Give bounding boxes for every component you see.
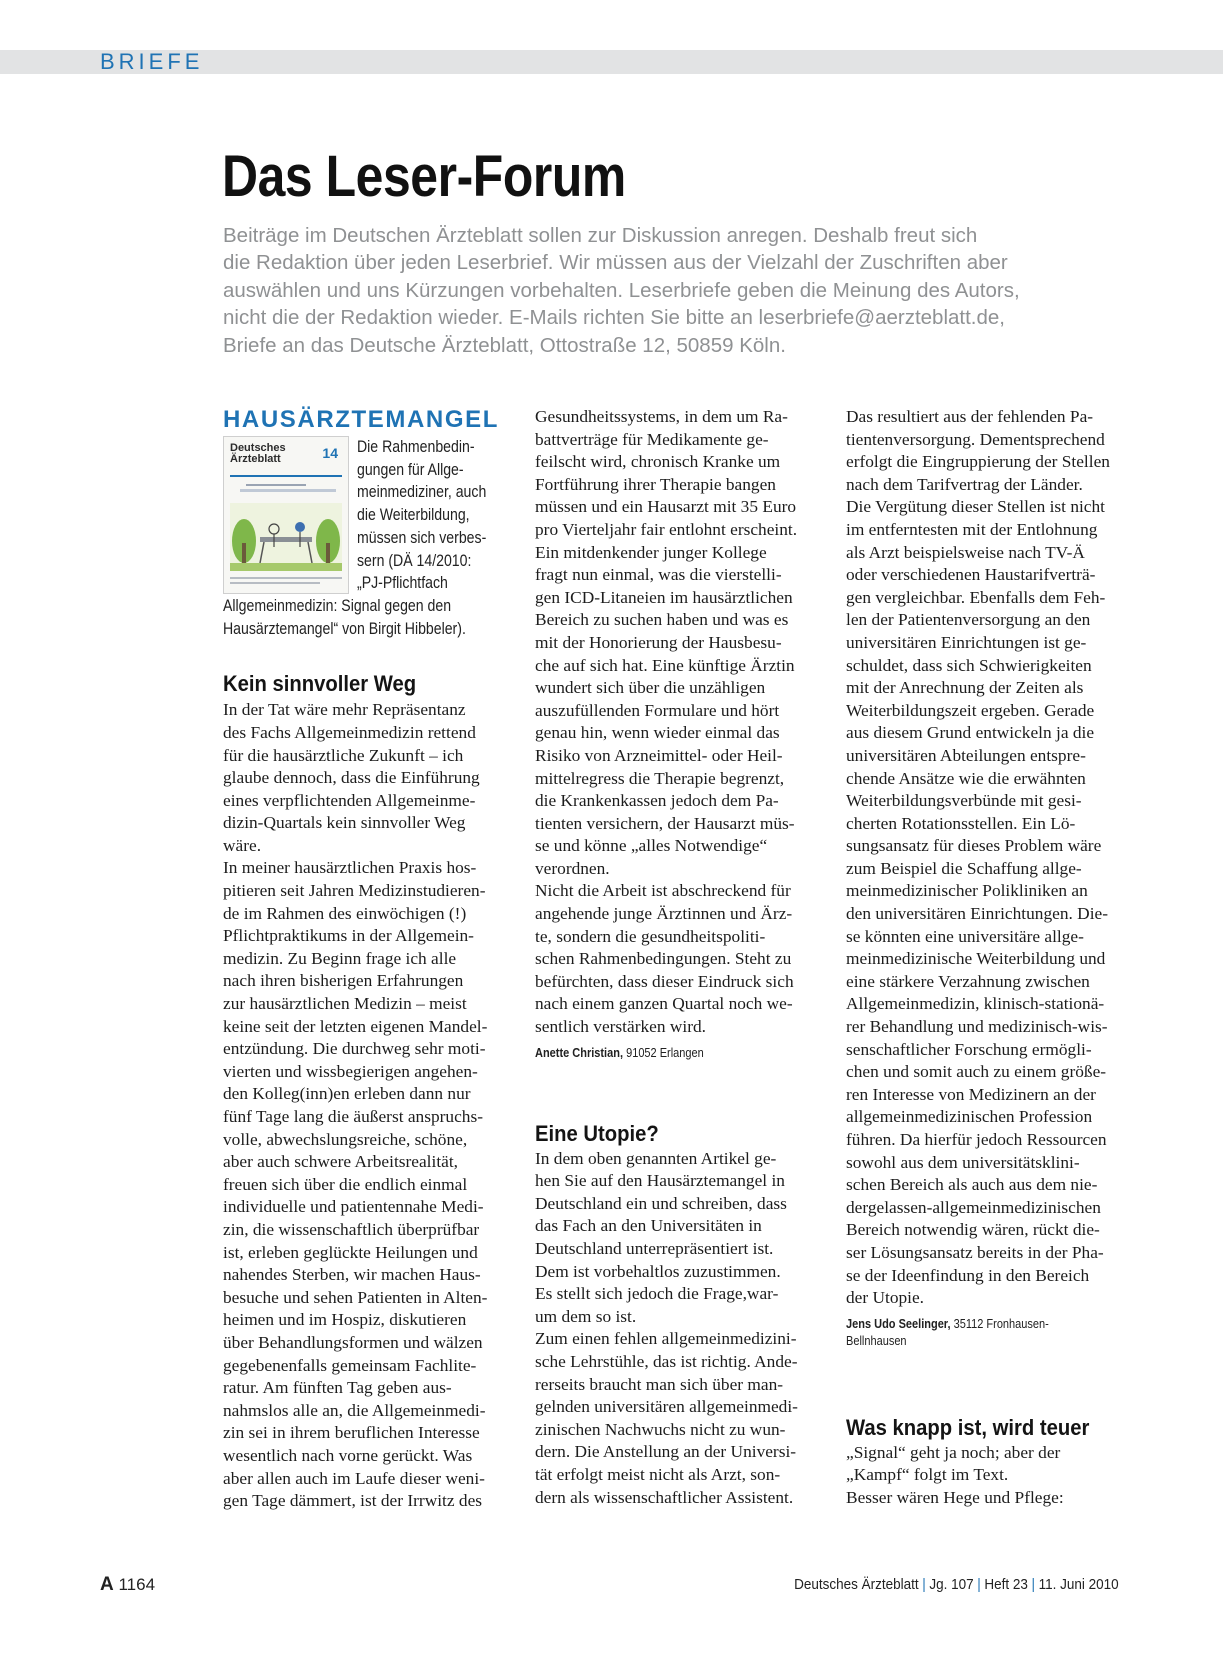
text-line: Allgemeinmedizin, klinisch-stationä- — [846, 994, 1105, 1014]
text-line: vierten und wissbegierigen angehen- — [223, 1061, 478, 1081]
text-line: Pflichtpraktikums in der Allgemein- — [223, 926, 474, 946]
cover-footer-lines — [230, 575, 342, 587]
text-line: zinischen Nachwuchs nicht zu wun- — [535, 1419, 786, 1439]
text-line: gelnden universitären allgemeinmedi- — [535, 1397, 798, 1417]
text-line: gegebenenfalls gemeinsam Fachlite- — [223, 1355, 477, 1375]
text-line: Weiterbildungsverbünde mit gesi- — [846, 791, 1082, 811]
letter-1-body — [223, 699, 513, 1512]
text-line: allgemeinmedizinischen Profession — [846, 1107, 1093, 1127]
text-line: um dem so ist. — [535, 1306, 637, 1326]
letter-2-place-continued: Bellnhausen — [846, 1333, 907, 1348]
text-line: fragt nun einmal, was die vierstelli- — [535, 565, 782, 585]
text-line: nach dem Tarifvertrag der Länder. — [846, 474, 1083, 494]
text-line: den universitären Einrichtungen. Die- — [846, 904, 1108, 924]
text-line: nahendes Sterben, wir machen Haus- — [223, 1265, 481, 1285]
text-line: Besser wären Hege und Pflege: — [846, 1487, 1064, 1507]
journal-date: 11. Juni 2010 — [1038, 1576, 1119, 1593]
text-line: heimen und im Hospiz, diskutieren — [223, 1310, 467, 1330]
cover-masthead — [230, 443, 286, 465]
text-line: schen Rahmenbedingungen. Steht zu — [535, 949, 792, 969]
forum-intro — [223, 222, 1123, 359]
column-3 — [846, 406, 1136, 1510]
column-2 — [535, 406, 820, 1509]
text-line: nach einem ganzen Quartal noch we- — [535, 994, 793, 1014]
text-line: zum Beispiel die Schaffung allge- — [846, 858, 1082, 878]
text-line: wundert sich über die unzähligen — [535, 678, 766, 698]
text-line: Deutschland unterrepräsentiert ist. — [535, 1239, 774, 1258]
cover-masthead-line: Ärzteblatt — [230, 453, 281, 465]
text-line: Nicht die Arbeit ist abschreckend für — [535, 881, 791, 901]
text-line: nach ihren bisherigen Erfahrungen — [223, 971, 464, 991]
text-line: freuen sich über die endlich einmal — [223, 1174, 468, 1194]
letter-2-body — [535, 1148, 820, 1510]
text-line: Deutschland ein und schreiben, dass — [535, 1193, 787, 1213]
text-line: wesentlich nach vorne gerückt. Was — [223, 1445, 473, 1465]
text-line: tienten versichern, der Hausarzt müs- — [535, 813, 795, 833]
text-line: schuldet, dass sich Schwierigkeiten — [846, 655, 1092, 675]
text-line: te, sondern die gesundheitspoliti- — [535, 926, 766, 946]
text-line: glaube dennoch, dass die Einführung — [223, 768, 480, 788]
letter-2-headline: Eine Utopie? — [535, 1120, 659, 1146]
cover-subtitle-lines — [240, 483, 336, 497]
text-line: über Behandlungsformen und wälzen — [223, 1332, 483, 1352]
text-line: zin sei in ihrem beruflichen Interesse — [223, 1423, 480, 1443]
text-line: chen und somit auch zu einem größe- — [846, 1062, 1107, 1082]
text-line: Gesundheitssystems, in dem um Ra- — [535, 407, 788, 426]
text-line: Bereich notwendig wären, rückt die- — [846, 1220, 1100, 1240]
teaser-line: „PJ-Pflichtfach — [357, 574, 448, 593]
text-line: als Arzt beispielsweise nach TV-Ä — [846, 542, 1085, 562]
text-line: gen vergleichbar. Ebenfalls dem Feh- — [846, 587, 1106, 607]
text-line: die Krankenkassen jedoch dem Pa- — [535, 791, 779, 811]
text-line: ist, erleben geglückte Heilungen und — [223, 1242, 478, 1262]
text-line: das Fach an den Universitäten in — [535, 1216, 762, 1236]
text-line: zur hausärztlichen Medizin – meist — [223, 994, 467, 1014]
text-line: Zum einen fehlen allgemeinmedizini- — [535, 1329, 797, 1349]
text-line: medizin. Zu Beginn frage ich alle — [223, 948, 457, 968]
teaser-line: meinmediziner, auch — [357, 483, 487, 502]
letter-1-headline: Kein sinnvoller Weg — [223, 671, 417, 697]
text-line: mittelregress die Therapie begrenzt, — [535, 768, 785, 788]
text-line: schen Bereich als auch aus dem nie- — [846, 1175, 1098, 1195]
journal-name: Deutsches Ärzteblatt — [794, 1576, 919, 1593]
text-line: Dem ist vorbehaltlos zuzustimmen. — [535, 1261, 781, 1281]
intro-line: Briefe an das Deutsche Ärzteblatt, Ottostraße 12, 50859 Köln. — [223, 333, 786, 357]
text-line: gen Tage dämmert, ist der Irrwitz des — [223, 1491, 483, 1511]
text-line: In meiner hausärztlichen Praxis hos- — [223, 858, 477, 878]
letter-1-author: Anette Christian, — [535, 1045, 624, 1060]
text-line: dizin-Quartals kein sinnvoller Weg — [223, 813, 466, 833]
teaser-line: müssen sich verbes- — [357, 528, 487, 547]
letter-2-body-continued — [846, 406, 1136, 1310]
text-line: universitären Einrichtungen ist ge- — [846, 632, 1087, 652]
text-line: wäre. — [223, 835, 262, 855]
text-line: mit der Anrechnung der Zeiten als — [846, 678, 1084, 698]
text-line: müssen und ein Hausarzt mit 35 Euro — [535, 497, 797, 517]
letter-3-headline: Was knapp ist, wird teuer — [846, 1414, 1090, 1440]
letter-2-place: 35112 Fronhausen- — [953, 1316, 1049, 1331]
journal-volume: Jg. 107 — [929, 1576, 974, 1593]
letter-2-signature — [846, 1316, 1101, 1350]
text-line: sche Lehrstühle, das ist richtig. Ande- — [535, 1351, 798, 1371]
page-prefix: A — [100, 1574, 114, 1595]
text-line: dern. Die Anstellung an der Universi- — [535, 1442, 797, 1462]
text-line: universitären Abteilungen entspre- — [846, 745, 1086, 765]
text-line: aber allen auch im Laufe dieser weni- — [223, 1468, 485, 1488]
teaser-line: Hausärztemangel“ von Birgit Hibbeler). — [223, 619, 466, 638]
text-line: sentlich verstärken wird. — [535, 1017, 706, 1037]
text-line: chende Ansätze wie die erwähnten — [846, 768, 1086, 788]
text-line: dergelassen-allgemeinmedizinischen — [846, 1197, 1101, 1217]
text-line: ren Interesse von Medizinern an der — [846, 1084, 1096, 1104]
text-line: volle, abwechslungsreiche, schöne, — [223, 1129, 468, 1149]
text-line: für die hausärztliche Zukunft – ich — [223, 745, 464, 765]
text-line: cherten Rotationsstellen. Ein Lö- — [846, 813, 1076, 833]
text-line: aber auch schwere Arbeitsrealität, — [223, 1152, 458, 1172]
text-line: eine stärkere Verzahnung zwischen — [846, 971, 1090, 991]
text-line: feilscht wird, chronisch Kranke um — [535, 452, 781, 472]
journal-footer: Deutsches Ärzteblatt | Jg. 107 | Heft 23 | 11. Juni 2010 — [794, 1576, 1119, 1593]
text-line: hen Sie auf den Hausärztemangel in — [535, 1171, 785, 1191]
text-line: der Utopie. — [846, 1288, 925, 1308]
letter-2-author: Jens Udo Seelinger, — [846, 1316, 951, 1331]
teaser-line: Allgemeinmedizin: Signal gegen den — [223, 596, 452, 615]
text-line: In der Tat wäre mehr Repräsentanz — [223, 700, 466, 720]
text-line: Bereich zu suchen haben und was es — [535, 610, 789, 630]
text-line: genau hin, wenn wieder einmal das — [535, 723, 780, 743]
cover-illustration — [230, 503, 342, 571]
text-line: tät erfolgt meist nicht als Arzt, son- — [535, 1464, 781, 1484]
text-line: aus diesem Grund entwickeln ja die — [846, 723, 1095, 743]
teaser-line: sern (DÄ 14/2010: — [357, 551, 472, 570]
text-line: Das resultiert aus der fehlenden Pa- — [846, 407, 1094, 426]
text-line: angehende junge Ärztinnen und Ärz- — [535, 904, 793, 924]
text-line: den Kolleg(inn)en erleben dann nur — [223, 1084, 471, 1104]
text-line: tientenversorgung. Dementsprechend — [846, 429, 1105, 449]
text-line: ratur. Am fünften Tag geben aus- — [223, 1378, 452, 1398]
cover-rule — [230, 475, 342, 477]
text-line: se könnten eine universitäre allge- — [846, 926, 1084, 946]
text-line: pitieren seit Jahren Medizinstudieren- — [223, 881, 486, 901]
text-line: erfolgt die Eingruppierung der Stellen — [846, 452, 1110, 472]
text-line: In dem oben genannten Artikel ge- — [535, 1148, 777, 1168]
text-line: ser Lösungsansatz bereits in der Pha- — [846, 1242, 1104, 1262]
intro-line: die Redaktion über jeden Leserbrief. Wir müssen aus der Vielzahl der Zuschriften aber — [223, 251, 1008, 275]
text-line: de im Rahmen des einwöchigen (!) — [223, 903, 467, 923]
teaser-line: gungen für Allge- — [357, 460, 464, 479]
text-line: im entferntesten mit der Entlohnung — [846, 519, 1098, 539]
letter-1-signature — [535, 1045, 786, 1062]
text-line: besuche und sehen Patienten in Alten- — [223, 1287, 488, 1307]
teaser-line: Die Rahmenbedin- — [357, 438, 475, 456]
text-line: Risiko von Arzneimittel- oder Heil- — [535, 745, 783, 765]
text-line: „Signal“ geht ja noch; aber der — [846, 1442, 1061, 1462]
section-label: BRIEFE — [100, 49, 204, 74]
text-line: Fortführung ihrer Therapie bangen — [535, 474, 776, 494]
text-line: meinmedizinische Weiterbildung und — [846, 949, 1106, 969]
text-line: Die Vergütung dieser Stellen ist nicht — [846, 497, 1105, 517]
text-line: oder verschiedenen Haustarifverträ- — [846, 565, 1096, 585]
text-line: sungsansatz für dieses Problem wäre — [846, 836, 1102, 856]
text-line: keine seit der letzten eigenen Mandel- — [223, 1016, 488, 1036]
text-line: gen ICD-Litaneien im hausärztlichen — [535, 587, 793, 607]
text-line: Weiterbildungszeit ergeben. Gerade — [846, 700, 1095, 720]
page-number — [100, 1574, 155, 1596]
text-line: mit der Honorierung der Hausbesu- — [535, 632, 782, 652]
topic-heading: HAUSÄRZTEMANGEL — [223, 406, 499, 433]
text-line: dern als wissenschaftlicher Assistent. — [535, 1487, 794, 1507]
text-line: führen. Da hierfür jedoch Ressourcen — [846, 1130, 1107, 1149]
text-line: Es stellt sich jedoch die Frage,war- — [535, 1284, 779, 1304]
text-line: meinmedizinischer Polikliniken an — [846, 881, 1088, 901]
text-line: rer Behandlung und medizinisch-wis- — [846, 1017, 1108, 1037]
column-1 — [223, 405, 513, 1513]
cover-masthead-line: Deutsches — [230, 442, 286, 454]
text-line: entzündung. Die durchweg sehr moti- — [223, 1039, 486, 1059]
text-line: sowohl aus dem universitätsklini- — [846, 1152, 1080, 1172]
journal-issue: Heft 23 — [984, 1576, 1029, 1593]
intro-line: nicht die der Redaktion wieder. E-Mails richten Sie bitte an leserbriefe@aerzteblatt.de, — [223, 306, 1005, 330]
text-line: len der Patientenversorgung an den — [846, 610, 1091, 630]
text-line: nahmslos alle an, die Allgemeinmedi- — [223, 1400, 486, 1420]
text-line: se und könne „alles Notwendige“ — [535, 836, 768, 856]
intro-line: auswählen und uns Kürzungen vorbehalten. Leserbriefe geben die Meinung des Autors, — [223, 278, 1020, 302]
teaser-line: die Weiterbildung, — [357, 506, 470, 525]
text-line: zin, die wissenschaftlich überprüfbar — [223, 1219, 480, 1239]
text-line: senschaftlicher Forschung ermögli- — [846, 1039, 1092, 1059]
text-line: Ein mitdenkender junger Kollege — [535, 542, 767, 562]
text-line: „Kampf“ folgt im Text. — [846, 1465, 1009, 1485]
text-line: se der Ideenfindung in den Bereich — [846, 1265, 1090, 1285]
topic-teaser — [223, 436, 513, 640]
text-line: battverträge für Medikamente ge- — [535, 429, 769, 449]
page-number-value: 1164 — [118, 1575, 156, 1594]
magazine-cover-thumbnail — [223, 436, 349, 594]
letter-3-body — [846, 1442, 1136, 1510]
text-line: fünf Tage lang die äußerst anspruchs- — [223, 1107, 483, 1127]
text-line: befürchten, dass dieser Eindruck sich — [535, 971, 794, 991]
text-line: verordnen. — [535, 858, 610, 878]
text-line: rerseits braucht man sich über man- — [535, 1374, 784, 1394]
text-line: che auf sich hat. Eine künftige Ärztin — [535, 655, 795, 675]
cover-issue-number: 14 — [322, 445, 338, 461]
letter-1-place: 91052 Erlangen — [626, 1045, 704, 1060]
letter-1-body-continued — [535, 406, 820, 1039]
page-title: Das Leser-Forum — [222, 144, 626, 209]
text-line: pro Vierteljahr fair entlohnt erscheint. — [535, 519, 798, 539]
text-line: individuelle und patientennahe Medi- — [223, 1197, 484, 1217]
intro-line: Beiträge im Deutschen Ärzteblatt sollen zur Diskussion anregen. Deshalb freut sich — [223, 224, 978, 247]
text-line: eines verpflichtenden Allgemeinme- — [223, 790, 476, 810]
text-line: des Fachs Allgemeinmedizin rettend — [223, 722, 476, 742]
text-line: auszufüllenden Formulare und hört — [535, 700, 780, 720]
